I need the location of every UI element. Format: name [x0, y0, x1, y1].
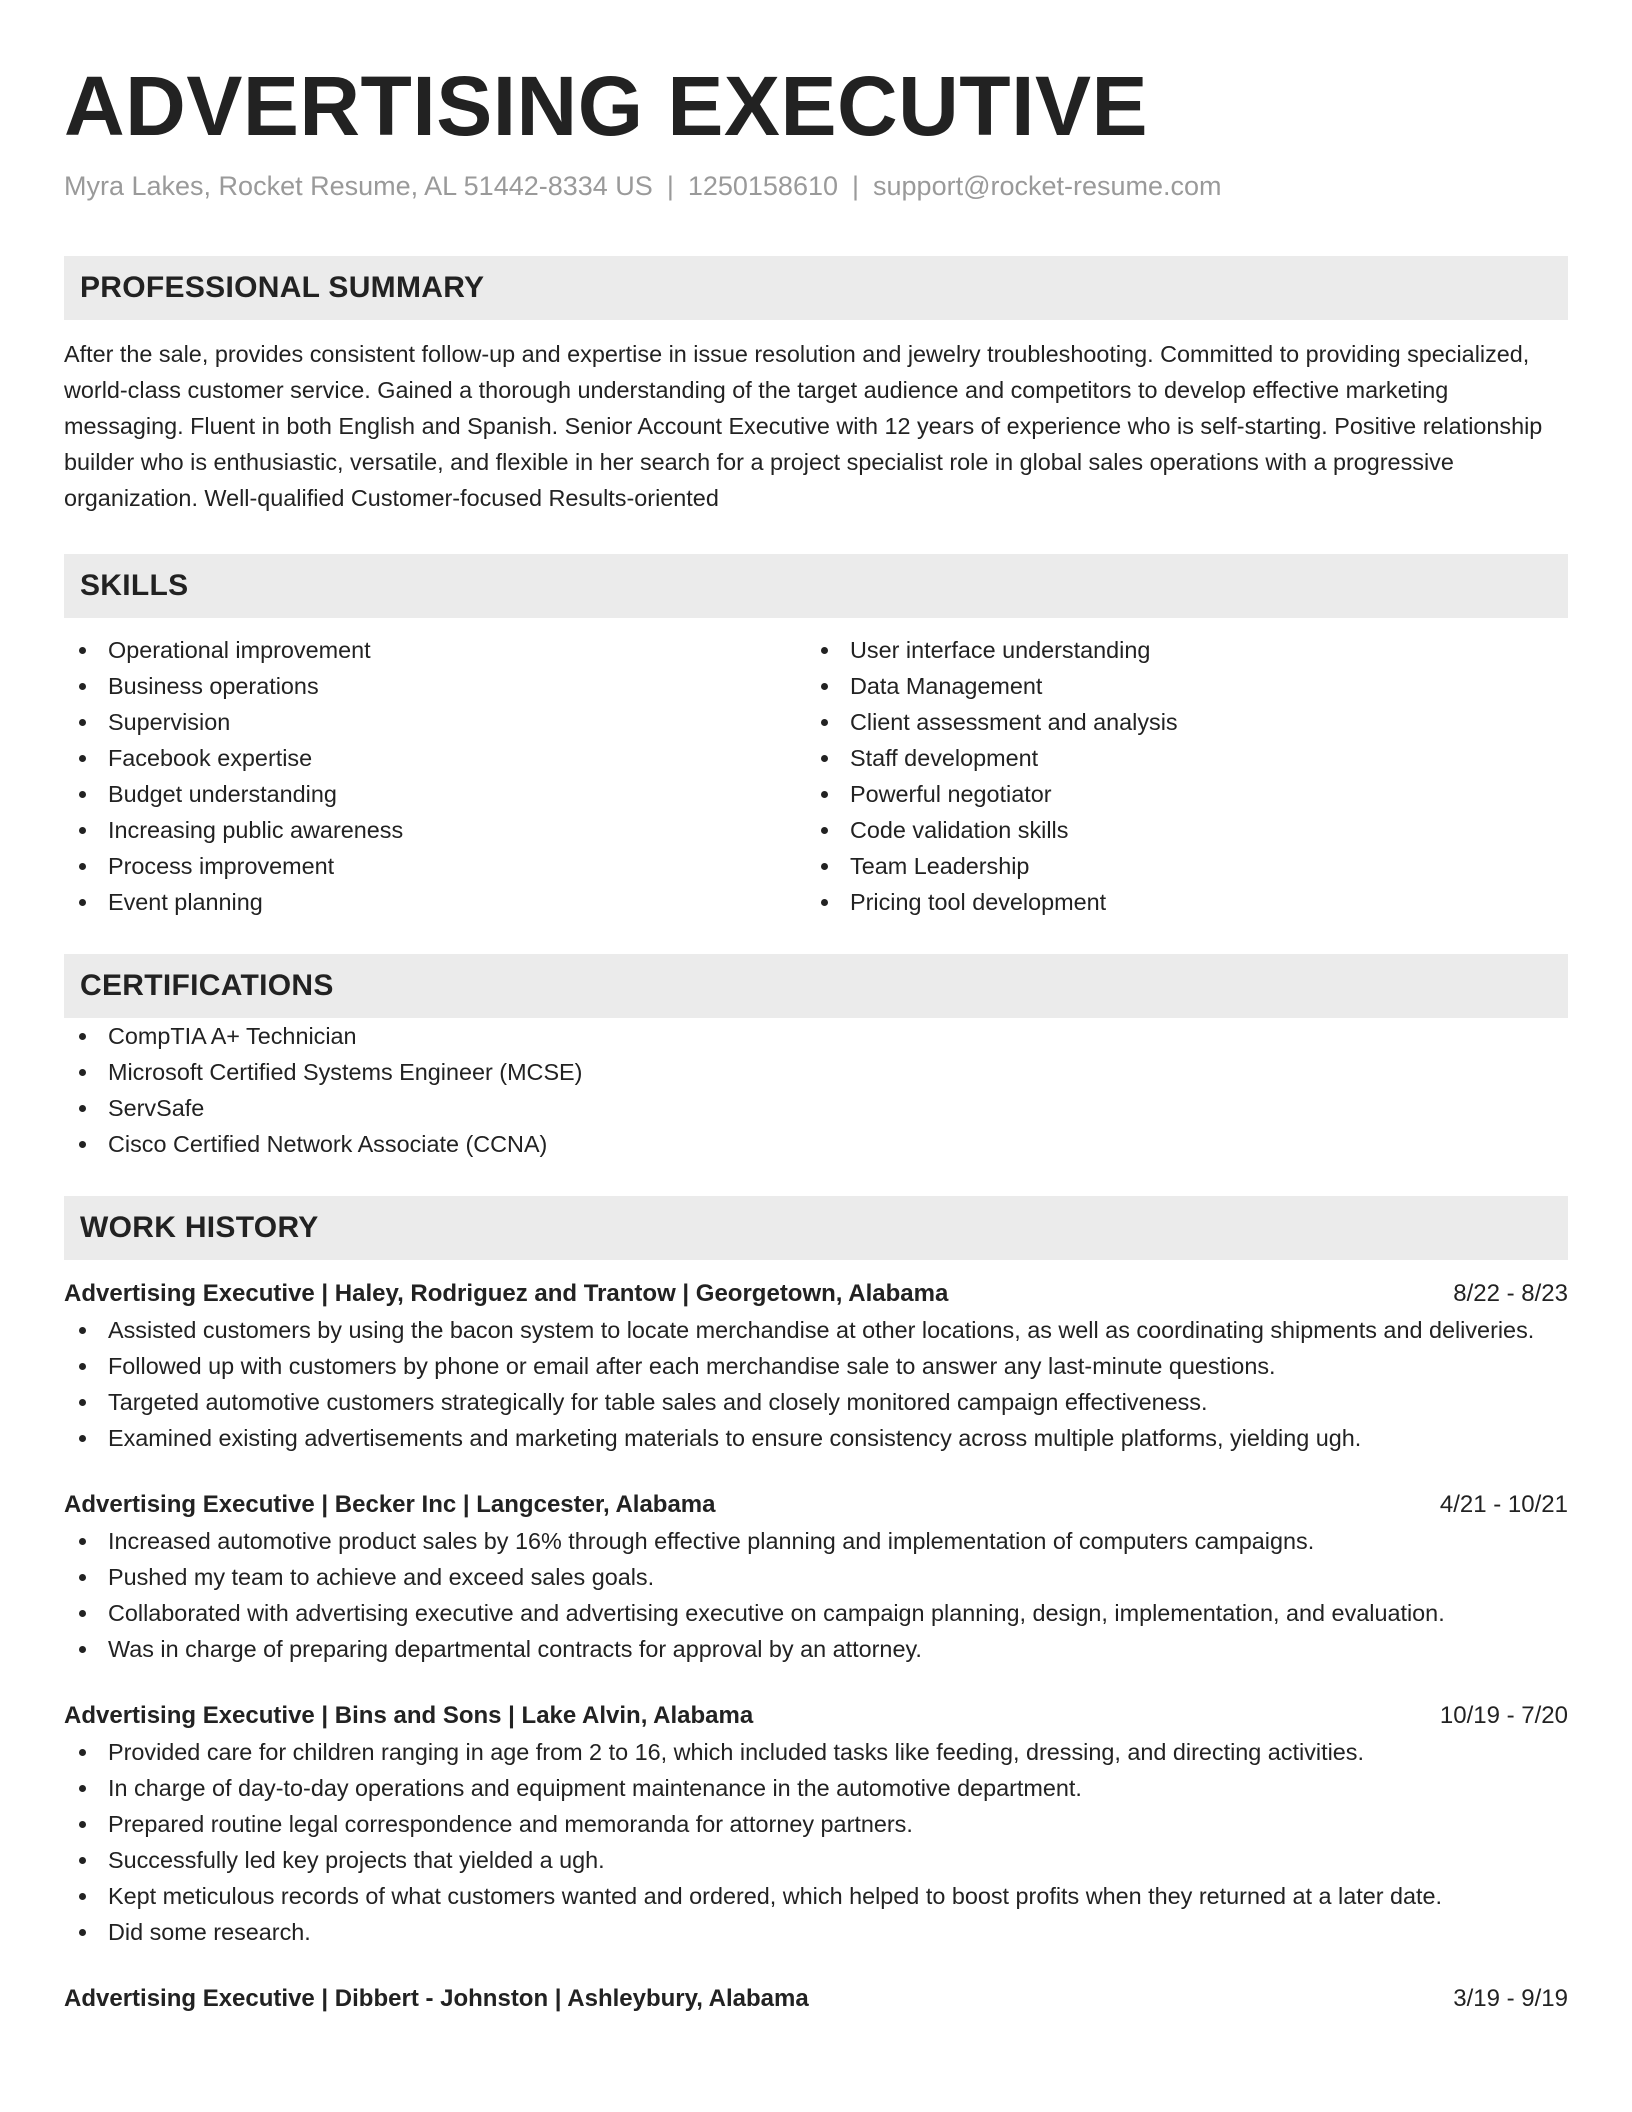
section-header-work-history: WORK HISTORY: [64, 1196, 1568, 1260]
job-bullet: Did some research.: [64, 1914, 1568, 1950]
skill-item: Staff development: [806, 740, 1548, 776]
job-heading: [64, 1981, 1568, 2017]
job-dates: 10/19 - 7/20: [1439, 1702, 1568, 1729]
certification-item: Microsoft Certified Systems Engineer (MCSE): [64, 1054, 1568, 1090]
contact-separator: |: [666, 171, 674, 201]
job-title: Advertising Executive | Becker Inc | Langcester, Alabama: [64, 1491, 716, 1518]
skill-item: Operational improvement: [64, 632, 806, 668]
job-bullet: Followed up with customers by phone or email after each merchandise sale to answer any last-minute questions.: [64, 1348, 1568, 1384]
job-bullet: Targeted automotive customers strategically for table sales and closely monitored campaign effectiveness.: [64, 1384, 1568, 1420]
job-bullet: Successfully led key projects that yielded a ugh.: [64, 1842, 1568, 1878]
job-heading: [64, 1276, 1568, 1312]
job-bullets: [64, 1734, 1568, 1950]
job-bullet: Assisted customers by using the bacon system to locate merchandise at other locations, as well as coordinating shipments and deliveries.: [64, 1312, 1568, 1348]
job-bullet: Pushed my team to achieve and exceed sales goals.: [64, 1559, 1568, 1595]
skills-list: [64, 632, 1568, 920]
job-title: Advertising Executive | Haley, Rodriguez and Trantow | Georgetown, Alabama: [64, 1280, 949, 1307]
summary-text: After the sale, provides consistent follow-up and expertise in issue resolution and jewelry troubleshooting. Committed to providing specialized, world-class customer service. Gained a thorough understanding of the target audience and competitors to develop effective marketing messaging. Fluent in both English and Spanish. Senior Account Executive with 12 years of experience who is self-starting. Positive relationship builder who is enthusiastic, versatile, and flexible in her search for a project specialist role in global sales operations with a progressive organization. Well-qualified Customer-focused Results-oriented: [64, 341, 1543, 511]
job-title: Advertising Executive | Dibbert - Johnston | Ashleybury, Alabama: [64, 1985, 809, 2012]
skill-item: Event planning: [64, 884, 806, 920]
job-heading: [64, 1698, 1568, 1734]
resume-title: ADVERTISING EXECUTIVE: [64, 59, 1149, 153]
skill-item: User interface understanding: [806, 632, 1548, 668]
job-heading: [64, 1487, 1568, 1523]
section-header-certifications: CERTIFICATIONS: [64, 954, 1568, 1018]
job-bullet: In charge of day-to-day operations and equipment maintenance in the automotive department.: [64, 1770, 1568, 1806]
section-header-skills: SKILLS: [64, 554, 1568, 618]
skill-item: Powerful negotiator: [806, 776, 1548, 812]
job-dates: 8/22 - 8/23: [1453, 1280, 1568, 1307]
job-bullet: Provided care for children ranging in age from 2 to 16, which included tasks like feeding, dressing, and directing activities.: [64, 1734, 1568, 1770]
job-bullets: [64, 1312, 1568, 1456]
skill-item: Increasing public awareness: [64, 812, 806, 848]
skill-item: Budget understanding: [64, 776, 806, 812]
skill-item: Process improvement: [64, 848, 806, 884]
certifications-list: [64, 1018, 1568, 1162]
job-bullet: Examined existing advertisements and marketing materials to ensure consistency across multiple platforms, yielding ugh.: [64, 1420, 1568, 1456]
job-dates: 4/21 - 10/21: [1439, 1491, 1568, 1518]
skill-item: Client assessment and analysis: [806, 704, 1548, 740]
resume-page: [64, 0, 1568, 2017]
skill-item: Business operations: [64, 668, 806, 704]
job-bullet: Was in charge of preparing departmental contracts for approval by an attorney.: [64, 1631, 1568, 1667]
job-bullet: Kept meticulous records of what customers wanted and ordered, which helped to boost profits when they returned at a later date.: [64, 1878, 1568, 1914]
job-bullets: [64, 1523, 1568, 1667]
skill-item: Facebook expertise: [64, 740, 806, 776]
contact-email: support@rocket-resume.com: [873, 171, 1222, 201]
job-title: Advertising Executive | Bins and Sons | Lake Alvin, Alabama: [64, 1702, 754, 1729]
contact-separator: |: [852, 171, 860, 201]
job-dates: 3/19 - 9/19: [1453, 1985, 1568, 2012]
contact-address: Myra Lakes, Rocket Resume, AL 51442-8334 US: [64, 171, 653, 201]
contact-phone: 1250158610: [687, 171, 838, 201]
job-bullet: Collaborated with advertising executive and advertising executive on campaign planning, design, implementation, and evaluation.: [64, 1595, 1568, 1631]
skill-item: Team Leadership: [806, 848, 1548, 884]
job-bullet: Increased automotive product sales by 16% through effective planning and implementation of computers campaigns.: [64, 1523, 1568, 1559]
certification-item: ServSafe: [64, 1090, 1568, 1126]
job-bullet: Prepared routine legal correspondence and memoranda for attorney partners.: [64, 1806, 1568, 1842]
certification-item: CompTIA A+ Technician: [64, 1018, 1568, 1054]
contact-line: [64, 168, 1568, 204]
section-header-summary: PROFESSIONAL SUMMARY: [64, 256, 1568, 320]
certification-item: Cisco Certified Network Associate (CCNA): [64, 1126, 1568, 1162]
skill-item: Supervision: [64, 704, 806, 740]
skills-column-right: [806, 632, 1548, 920]
skill-item: Data Management: [806, 668, 1548, 704]
skills-column-left: [64, 632, 806, 920]
skill-item: Code validation skills: [806, 812, 1548, 848]
skill-item: Pricing tool development: [806, 884, 1548, 920]
